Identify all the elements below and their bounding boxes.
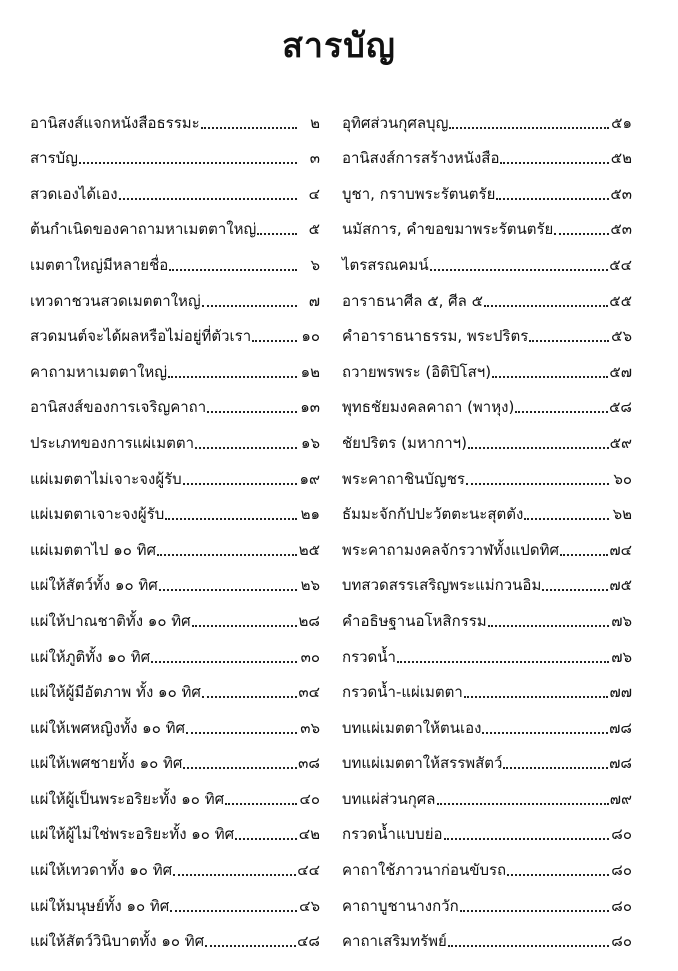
dot-leader — [201, 125, 297, 129]
toc-entry — [30, 417, 320, 453]
dot-leader — [183, 765, 297, 769]
toc-entry — [30, 702, 320, 738]
dot-leader — [169, 267, 297, 271]
toc-entry-title: คาถาเสริมทรัพย์ — [342, 932, 447, 951]
dot-leader — [205, 943, 296, 947]
dot-leader — [488, 623, 609, 627]
toc-entry-page: ๕๕ — [609, 291, 632, 310]
dot-leader — [257, 231, 297, 235]
toc-entry — [342, 667, 632, 703]
toc-entry-title: กรวดน้ำ-แผ่เมตตา — [342, 683, 463, 702]
toc-entry — [342, 809, 632, 845]
toc-entry-title: แผ่ให้เทวดาทั้ง ๑๐ ทิศ — [30, 861, 173, 880]
toc-entry — [342, 844, 632, 880]
toc-entry — [30, 311, 320, 347]
dot-leader — [464, 694, 609, 698]
toc-entry-title: คาถาบูชานางกวัก — [342, 896, 459, 915]
toc-entry-page: ๖ — [310, 255, 320, 274]
toc-entry — [30, 168, 320, 204]
toc-entry — [342, 97, 632, 133]
toc-entry — [30, 275, 320, 311]
toc-entry-page: ๖๒ — [612, 505, 632, 524]
dot-leader — [235, 836, 297, 840]
toc-entry-page: ๖๐ — [613, 469, 632, 488]
toc-entry-page: ๕๔ — [609, 255, 632, 274]
dot-leader — [79, 160, 297, 164]
toc-entry-title: กรวดน้ำ — [342, 647, 396, 666]
dot-leader — [195, 445, 297, 449]
dot-leader — [225, 801, 297, 805]
toc-entry-title: แผ่ให้ปาณชาติทั้ง ๑๐ ทิศ — [30, 611, 191, 630]
toc-entry-page: ๗๖ — [611, 611, 632, 630]
toc-entry — [30, 916, 320, 952]
toc-entry — [342, 560, 632, 596]
toc-entry-title: อานิสงส์การสร้างหนังสือ — [342, 149, 500, 168]
toc-entry — [30, 239, 320, 275]
toc-entry-title: เทวดาชวนสวดเมตตาใหญ่ — [30, 291, 201, 310]
toc-entry-title: แผ่ให้มนุษย์ทั้ง ๑๐ ทิศ — [30, 896, 170, 915]
toc-entry-title: แผ่เมตตาเจาะจงผู้รับ — [30, 505, 165, 524]
toc-entry-title: แผ่ให้สัตว์วินิบาตทั้ง ๑๐ ทิศ — [30, 932, 205, 951]
dot-leader — [202, 303, 297, 307]
toc-entry-title: แผ่ให้เพศชายทั้ง ๑๐ ทิศ — [30, 754, 183, 773]
toc-entry-page: ๑๖ — [300, 433, 320, 452]
dot-leader — [524, 516, 609, 520]
toc-entry-page: ๘๐ — [611, 932, 632, 951]
toc-entry — [342, 204, 632, 240]
toc-entry-title: แผ่ให้สัตว์ทั้ง ๑๐ ทิศ — [30, 576, 158, 595]
dot-leader — [159, 587, 297, 591]
dot-leader — [252, 338, 297, 342]
toc-entry — [30, 773, 320, 809]
toc-entry-page: ๗๙ — [609, 789, 632, 808]
dot-leader — [192, 623, 297, 627]
toc-entry — [342, 417, 632, 453]
toc-entry-title: บูชา, กราบพระรัตนตรัย — [342, 184, 496, 203]
dot-leader — [448, 943, 609, 947]
toc-entry-title: บทแผ่เมตตาให้ตนเอง — [342, 718, 482, 737]
toc-entry — [342, 631, 632, 667]
toc-entry-page: ๕๑ — [611, 113, 632, 132]
toc-entry-page: ๗ — [308, 291, 320, 310]
toc-entry-page: ๕๓ — [610, 220, 632, 239]
toc-entry-title: อาราธนาศีล ๕, ศีล ๕ — [342, 291, 483, 310]
toc-entry-page: ๔ — [308, 184, 320, 203]
toc-entry — [30, 738, 320, 774]
dot-leader — [186, 730, 297, 734]
toc-entry-title: นมัสการ, คำขอขมาพระรัตนตรัย — [342, 220, 554, 239]
toc-entry-page: ๘๐ — [611, 896, 632, 915]
dot-leader — [542, 587, 608, 591]
dot-leader — [466, 481, 609, 485]
dot-leader — [397, 659, 609, 663]
toc-entry-page: ๓๔ — [298, 683, 320, 702]
dot-leader — [202, 694, 297, 698]
toc-entry — [30, 595, 320, 631]
toc-entry-title: พระคาถามงคลจักรวาฬทั้งแปดทิศ — [342, 540, 559, 559]
toc-entry-title: อานิสงส์แจกหนังสือธรรมะ — [30, 113, 200, 132]
toc-entry — [342, 382, 632, 418]
toc-entry-page: ๘๐ — [611, 861, 632, 880]
toc-entry-title: แผ่เมตตาไม่เจาะจงผู้รับ — [30, 469, 182, 488]
toc-entry-title: คำอธิษฐานอโหสิกรรม — [342, 611, 487, 630]
toc-entry-title: สารบัญ — [30, 149, 78, 168]
toc-entry — [342, 916, 632, 952]
toc-entry-page: ๓๐ — [300, 647, 320, 666]
toc-entry — [30, 880, 320, 916]
toc-entry — [30, 631, 320, 667]
toc-entry-title: คำอาราธนาธรรม, พระปริตร — [342, 327, 529, 346]
toc-entry-title: แผ่ให้ภูติทั้ง ๑๐ ทิศ — [30, 647, 151, 666]
toc-entry-page: ๒๘ — [298, 611, 320, 630]
toc-entry-title: ประเภทของการแผ่เมตตา — [30, 433, 195, 452]
dot-leader — [157, 552, 297, 556]
toc-entry — [30, 667, 320, 703]
dot-leader — [500, 160, 609, 164]
toc-entry-title: แผ่ให้ผู้ไม่ใช่พระอริยะทั้ง ๑๐ ทิศ — [30, 825, 235, 844]
toc-entry-title: ถวายพรพระ (อิติปิโสฯ) — [342, 362, 492, 381]
toc-entry-page: ๑๙ — [299, 469, 320, 488]
toc-entry-title: คาถาใช้ภาวนาก่อนขับรถ — [342, 861, 507, 880]
toc-entry-title: พระคาถาชินบัญชร — [342, 469, 465, 488]
toc-entry-page: ๗๔ — [609, 540, 632, 559]
dot-leader — [496, 196, 609, 200]
toc-entry — [30, 489, 320, 525]
dot-leader — [165, 516, 297, 520]
toc-entry-page: ๕ — [308, 220, 320, 239]
toc-entry-title: อานิสงส์ของการเจริญคาถา — [30, 398, 207, 417]
toc-right-column — [342, 97, 632, 951]
toc-entry-page: ๒ — [310, 113, 320, 132]
toc-entry — [30, 346, 320, 382]
toc-entry — [30, 809, 320, 845]
dot-leader — [168, 374, 297, 378]
toc-entry-title: พุทธชัยมงคลคาถา (พาหุง) — [342, 398, 515, 417]
toc-entry-page: ๔๐ — [299, 789, 320, 808]
toc-entry — [342, 702, 632, 738]
toc-entry — [30, 560, 320, 596]
toc-entry-title: คาถามหาเมตตาใหญ่ — [30, 362, 168, 381]
toc-entry-page: ๗๗ — [609, 683, 632, 702]
dot-leader — [515, 409, 608, 413]
toc-entry-page: ๒๖ — [300, 576, 320, 595]
toc-entry-title: ชัยปริตร (มหากาฯ) — [342, 433, 467, 452]
dot-leader — [207, 409, 297, 413]
dot-leader — [560, 552, 608, 556]
toc-entry-title: อุทิศส่วนกุศลบุญ — [342, 113, 449, 132]
toc-entry-page: ๓๖ — [300, 718, 320, 737]
dot-leader — [173, 872, 296, 876]
toc-entry-page: ๕๗ — [609, 362, 632, 381]
toc-entry — [342, 738, 632, 774]
toc-entry — [30, 97, 320, 133]
toc-entry-page: ๑๓ — [300, 398, 320, 417]
dot-leader — [460, 908, 609, 912]
toc-entry — [342, 168, 632, 204]
toc-entry — [342, 239, 632, 275]
dot-leader — [437, 801, 609, 805]
toc-entry-title: สวดเองได้เอง — [30, 184, 118, 203]
toc-entry-title: แผ่ให้ผู้มีอัตภาพ ทั้ง ๑๐ ทิศ — [30, 683, 201, 702]
toc-entry — [342, 346, 632, 382]
toc-entry-page: ๗๖ — [611, 647, 632, 666]
toc-entry-page: ๕๙ — [609, 433, 632, 452]
toc-entry-page: ๒๑ — [300, 505, 320, 524]
toc-entry-page: ๓ — [309, 149, 320, 168]
toc-entry — [342, 133, 632, 169]
toc-entry-page: ๕๓ — [610, 184, 632, 203]
dot-leader — [529, 338, 609, 342]
toc-entry-title: ไตรสรณคมน์ — [342, 255, 429, 274]
toc-entry — [30, 524, 320, 560]
toc-entry-title: ต้นกำเนิดของคาถามหาเมตตาใหญ่ — [30, 220, 257, 239]
dot-leader — [183, 481, 297, 485]
dot-leader — [119, 196, 297, 200]
toc-entry-title: บทสวดสรรเสริญพระแม่กวนอิม — [342, 576, 542, 595]
toc-entry-title: บทแผ่ส่วนกุศล — [342, 789, 436, 808]
dot-leader — [492, 374, 608, 378]
toc-entry — [342, 489, 632, 525]
toc-entry-page: ๘๐ — [611, 825, 632, 844]
toc-entry — [342, 275, 632, 311]
toc-entry — [30, 844, 320, 880]
toc-entry — [342, 453, 632, 489]
dot-leader — [151, 659, 297, 663]
toc-entry-title: แผ่ให้เพศหญิงทั้ง ๑๐ ทิศ — [30, 718, 186, 737]
toc-entry — [342, 524, 632, 560]
toc-entry — [30, 204, 320, 240]
toc-entry-title: แผ่ให้ผู้เป็นพระอริยะทั้ง ๑๐ ทิศ — [30, 789, 225, 808]
toc-entry-page: ๑๒ — [300, 362, 320, 381]
toc-entry-page: ๔๖ — [299, 896, 320, 915]
toc-entry-page: ๒๕ — [298, 540, 320, 559]
dot-leader — [170, 908, 297, 912]
toc-entry-page: ๕๖ — [611, 327, 632, 346]
toc-entry-page: ๕๘ — [609, 398, 632, 417]
dot-leader — [468, 445, 609, 449]
dot-leader — [503, 765, 608, 769]
toc-entry — [342, 773, 632, 809]
toc-entry-page: ๔๔ — [297, 861, 320, 880]
toc-entry-title: บทแผ่เมตตาให้สรรพสัตว์ — [342, 754, 503, 773]
toc-entry-page: ๗๘ — [609, 718, 632, 737]
toc-entry-page: ๑๐ — [301, 327, 320, 346]
toc-entry — [30, 133, 320, 169]
toc-entry — [30, 453, 320, 489]
toc-entry — [342, 595, 632, 631]
toc-entry-title: ธัมมะจักกัปปะวัตตะนะสุตตัง — [342, 505, 524, 524]
toc-entry-page: ๕๒ — [610, 149, 632, 168]
dot-leader — [554, 231, 609, 235]
dot-leader — [482, 730, 608, 734]
toc-entry-page: ๔๒ — [298, 825, 320, 844]
page-title: สารบัญ — [282, 26, 396, 66]
toc-entry-page: ๗๕ — [609, 576, 632, 595]
dot-leader — [507, 872, 609, 876]
toc-entry — [342, 880, 632, 916]
toc-entry-title: แผ่เมตตาไป ๑๐ ทิศ — [30, 540, 157, 559]
toc-entry — [342, 311, 632, 347]
dot-leader — [449, 125, 609, 129]
toc-left-column — [30, 97, 320, 951]
dot-leader — [430, 267, 609, 271]
dot-leader — [484, 303, 608, 307]
toc-entry-page: ๔๘ — [297, 932, 320, 951]
toc-entry-title: เมตตาใหญ่มีหลายชื่อ — [30, 255, 169, 274]
toc-entry-page: ๗๘ — [609, 754, 632, 773]
toc-entry-title: กรวดน้ำแบบย่อ — [342, 825, 443, 844]
toc-entry — [30, 382, 320, 418]
dot-leader — [444, 836, 610, 840]
toc-entry-page: ๓๘ — [298, 754, 320, 773]
toc-entry-title: สวดมนต์จะได้ผลหรือไม่อยู่ที่ตัวเรา — [30, 327, 252, 346]
